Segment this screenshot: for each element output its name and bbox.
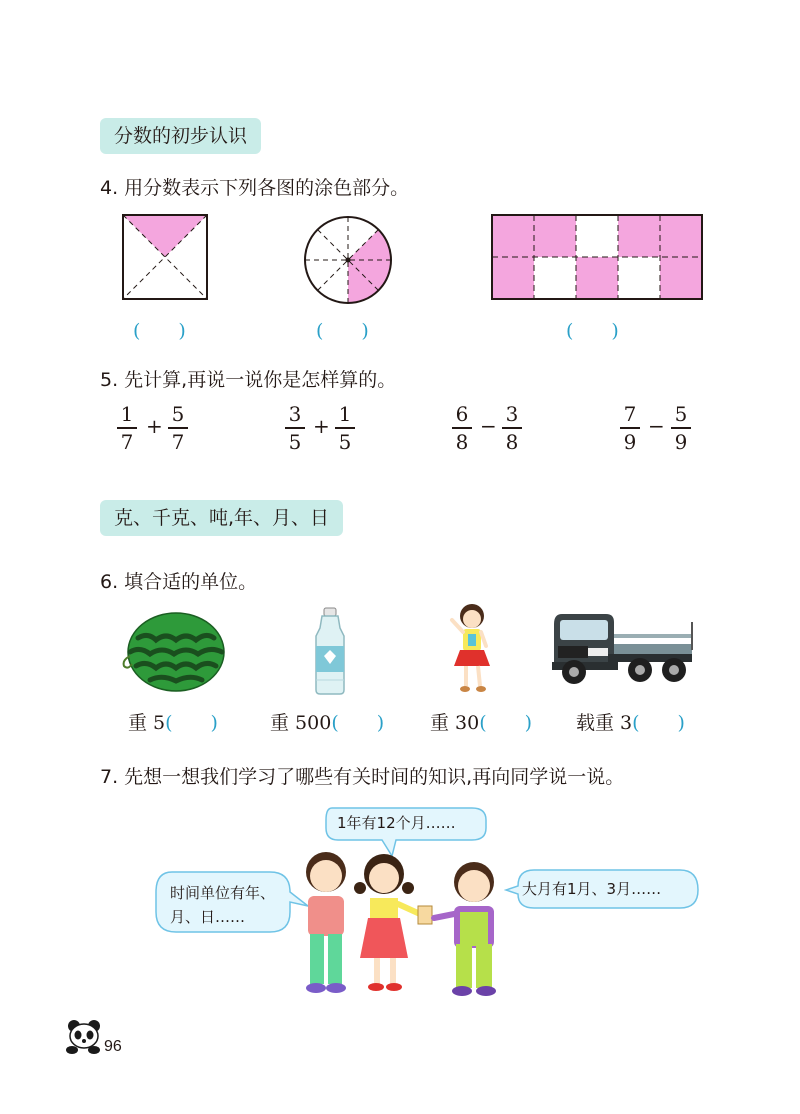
boy-right	[434, 862, 496, 996]
page-number: 96	[104, 1038, 122, 1055]
unit-item-4	[576, 708, 685, 735]
fraction-1a: 1 7	[117, 402, 137, 454]
unit-label-3: 重 30	[430, 712, 480, 734]
unit-blank-3[interactable]: ( )	[479, 712, 533, 734]
girl-middle	[354, 854, 432, 991]
section-tag-units: 克、千克、吨,年、月、日	[100, 500, 343, 536]
square-shaded-triangle	[123, 215, 207, 257]
square-figure	[120, 212, 210, 302]
question-5: 5. 先计算,再说一说你是怎样算的。	[100, 369, 397, 391]
bubble-right-text: 大月有1月、3月……	[522, 880, 662, 898]
question-6: 6. 填合适的单位。	[100, 571, 258, 593]
unit-item-3	[430, 708, 532, 735]
circle-figure	[300, 212, 396, 308]
fraction-2b: 1 5	[335, 402, 355, 454]
answer-blank-3[interactable]: ( )	[566, 320, 619, 342]
section-tag-fractions: 分数的初步认识	[100, 118, 261, 154]
unit-blank-2[interactable]: ( )	[331, 712, 385, 734]
unit-item-2	[270, 708, 384, 735]
rectangle-grid-figure	[490, 213, 704, 303]
fraction-2a: 3 5	[285, 402, 305, 454]
operator-4: −	[648, 414, 665, 438]
bubble-top-text: 1年有12个月……	[337, 814, 456, 832]
truck-image	[548, 604, 694, 688]
bubble-left-line1: 时间单位有年、	[170, 884, 276, 902]
operator-2: +	[313, 414, 330, 438]
girl-image	[448, 600, 498, 696]
watermelon-image	[118, 608, 228, 692]
fraction-3a: 6 8	[452, 402, 472, 454]
boy-left	[306, 852, 346, 993]
unit-label-1: 重 5	[128, 712, 166, 734]
fraction-1b: 5 7	[168, 402, 188, 454]
children-illustration	[296, 848, 506, 1000]
unit-blank-1[interactable]: ( )	[165, 712, 218, 734]
operator-3: −	[480, 414, 497, 438]
bubble-left-line2: 月、日……	[170, 908, 246, 926]
fraction-3b: 3 8	[502, 402, 522, 454]
unit-label-2: 重 500	[270, 712, 332, 734]
circle-shaded-eighth	[348, 230, 391, 260]
panda-icon	[64, 1016, 104, 1056]
answer-blank-1[interactable]: ( )	[133, 320, 186, 342]
unit-item-1	[128, 708, 218, 735]
answer-blank-2[interactable]: ( )	[316, 320, 369, 342]
unit-blank-4[interactable]: ( )	[632, 712, 685, 734]
question-7: 7. 先想一想我们学习了哪些有关时间的知识,再向同学说一说。	[100, 766, 625, 788]
fraction-4a: 7 9	[620, 402, 640, 454]
question-4: 4. 用分数表示下列各图的涂色部分。	[100, 177, 410, 199]
fraction-4b: 5 9	[671, 402, 691, 454]
water-bottle-image	[310, 606, 350, 696]
speech-bubble-left	[150, 866, 312, 940]
operator-1: +	[146, 414, 163, 438]
unit-label-4: 载重 3	[576, 712, 633, 734]
